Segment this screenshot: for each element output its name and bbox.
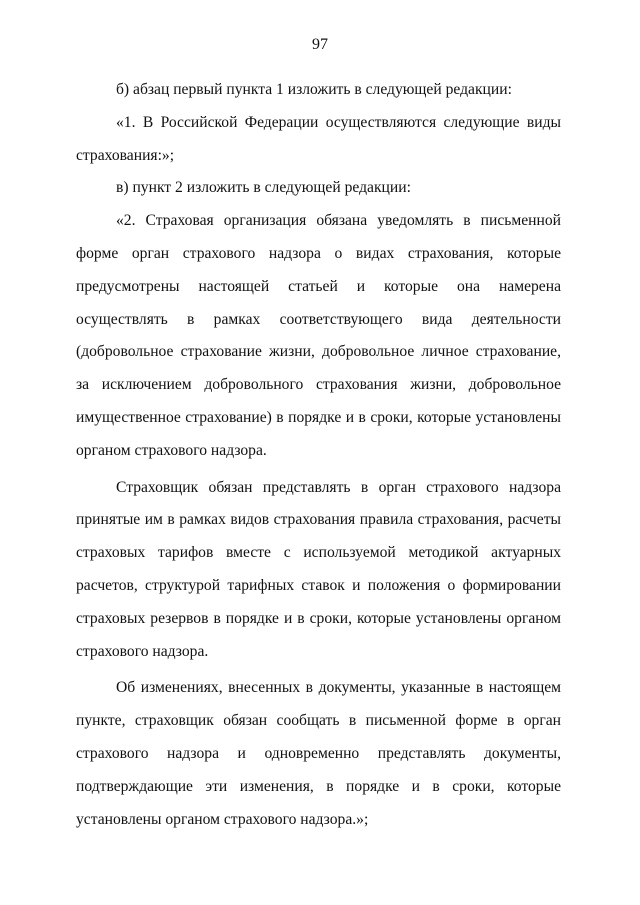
paragraph-insurer-obligations: Страховщик обязан представлять в орган страхового надзора принятые им в рамках видов страхования правила страхования, расчеты страховых тарифов вместе с используемой методикой актуарных расчетов, структурой тарифных ставок и положения о формировании страховых резервов в порядке и в сроки, которые установлены органом страхового надзора. [76, 478, 561, 660]
paragraph-amendment-v: в) пункт 2 изложить в следующей редакции: [116, 179, 411, 197]
paragraph-document-changes: Об изменениях, внесенных в документы, указанные в настоящем пункте, страховщик обязан сообщать в письменной форме в орган страхового надзора и одновременно представлять документы, подтверждающие эти изменения, в порядке и в сроки, которые установлены органом страхового надзора.»; [76, 679, 561, 828]
document-body [76, 74, 561, 836]
paragraph-amendment-b: б) абзац первый пункта 1 изложить в следующей редакции: [116, 81, 512, 98]
paragraph-quoted-clause-1: «1. В Российской Федерации осуществляются следующие виды страхования:»; [76, 113, 561, 164]
page-number: 97 [312, 36, 328, 53]
paragraph-quoted-clause-2: «2. Страховая организация обязана уведомлять в письменной форме орган страхового надзора о видах страхования, которые предусмотрены настоящей статьей и которые она намерена осуществлять в рамках соответствующего вида деятельности (добровольное страхование жизни, добровольное личное страхование, за исключением добровольного страхования жизни, добровольное имущественное страхование) в порядке и в сроки, которые установлены органом страхового надзора. [76, 212, 561, 459]
